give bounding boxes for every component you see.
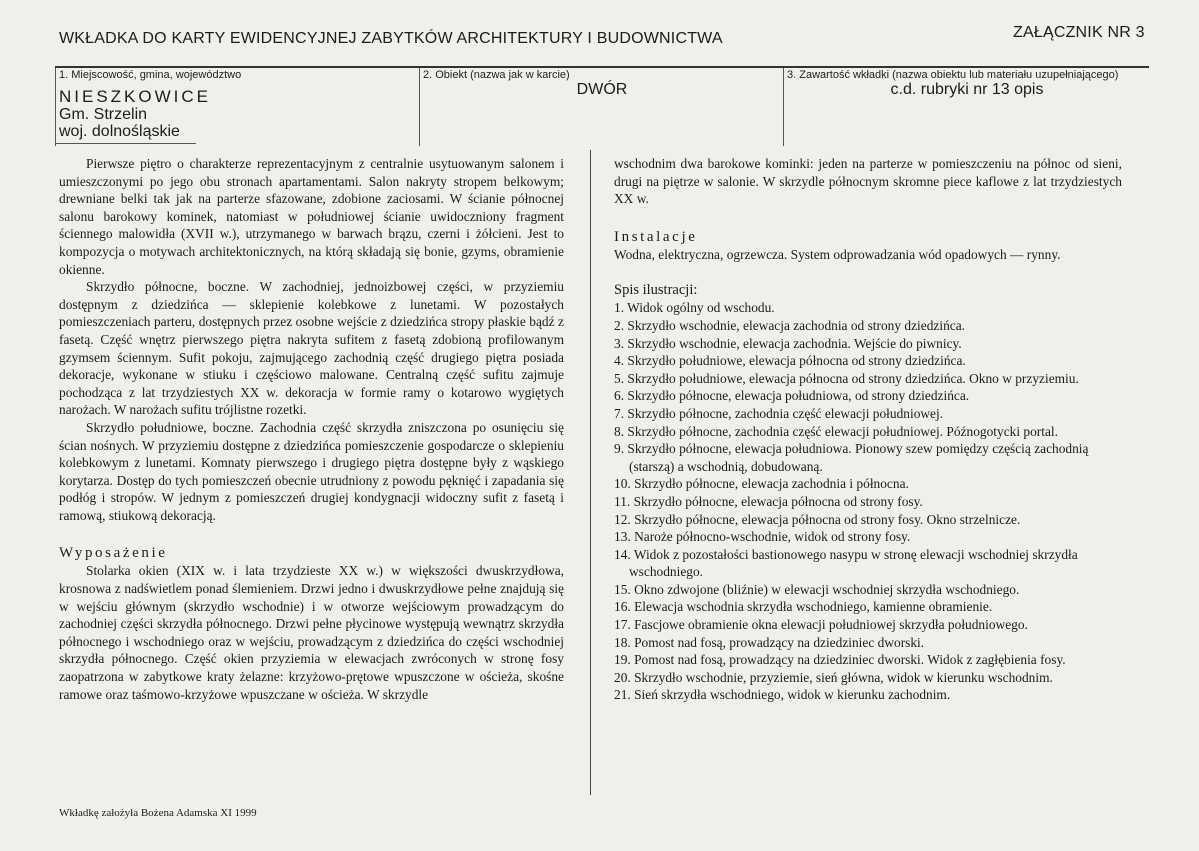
paragraph: Wodna, elektryczna, ogrzewcza. System odprowadzania wód opadowych — rynny. <box>614 246 1061 262</box>
list-item: 9. Skrzydło północne, elewacja południowa. Pionowy szew pomiędzy częścią zachodnią (starszą) a wschodnią, dobudowaną. <box>614 441 1089 474</box>
list-item: 20. Skrzydło wschodnie, przyziemie, sień główna, widok w kierunku wschodnim. <box>614 669 1053 685</box>
list-item: 2. Skrzydło wschodnie, elewacja zachodnia od strony dziedzińca. <box>614 317 966 333</box>
list-item: 3. Skrzydło wschodnie, elewacja zachodnia. Wejście do piwnicy. <box>614 335 962 351</box>
location-field <box>55 68 420 146</box>
paragraph: Pierwsze piętro o charakterze reprezentacyjnym z centralnie usytuowanym salonem i umieszczonymi po jego obu stronach apartamentami. Salon nakryty stropem belkowym; drewniane belki tak jak na parterze sfazowane, zdobione zaciosami. W ścianie północnej salonu barokowy kominek, natomiast w południowej ścianie uwidoczniony fragment ściennego malowidła (XVII w.), utrzymanego w barwach brązu, czerni i żółcieni. Jest to kompozycja o motywach architektonicznych, na którą składają się bonie, gzyms, obramienie okienne. <box>59 156 564 277</box>
object-value: DWÓR <box>576 81 628 98</box>
location-voivodeship: woj. dolnośląskie <box>59 123 180 140</box>
list-item: 6. Skrzydło północne, elewacja południowa, od strony dziedzińca. <box>614 388 970 404</box>
paragraph: wschodnim dwa barokowe kominki: jeden na parterze w pomieszczeniu na północ od sieni, drugi na piętrze w salonie. W skrzydle północnym skromne piece kaflowe z lat trzydziestych XX w. <box>614 156 1122 207</box>
list-item: 12. Skrzydło północne, elewacja północna od strony fosy. Okno strzelnicze. <box>614 511 1021 527</box>
location-commune: Gm. Strzelin <box>59 106 148 123</box>
object-field <box>419 68 784 146</box>
content-label: 3. Zawartość wkładki (nazwa obiektu lub materiału uzupełniającego) <box>787 69 1119 81</box>
list-item: 13. Naroże północno-wschodnie, widok od strony fosy. <box>614 529 911 545</box>
right-column <box>614 155 1122 704</box>
author-note: Wkładkę założyła Bożena Adamska XI 1999 <box>59 807 257 819</box>
list-item: 21. Sień skrzydła wschodniego, widok w kierunku zachodnim. <box>614 687 951 703</box>
paragraph: Skrzydło południowe, boczne. Zachodnia część skrzydła zniszczona po osunięciu się ścian nośnych. W przyziemiu dostępne z dziedzińca pomieszczenie gospodarcze o sklepieniu kolebkowym z lunetami. Komnaty pierwszego i drugiego piętra dostępne były z wąskiego korytarza. Dostęp do tych pomieszczeń obecnie utrudniony z powodu pęknięć i zapadania się podłóg i stropów. W jednym z pomieszczeń drugiej kondygnacji widoczny sufit z fasetą i ramową, stiukową dekoracją. <box>59 419 564 523</box>
list-item: 4. Skrzydło południowe, elewacja północna od strony dziedzińca. <box>614 353 966 369</box>
page-title: WKŁADKA DO KARTY EWIDENCYJNEJ ZABYTKÓW ARCHITEKTURY I BUDOWNICTWA <box>59 30 723 47</box>
list-item: 17. Fascjowe obramienie okna elewacji południowej skrzydła południowego. <box>614 617 1028 633</box>
section-heading-wyposazenie: Wyposażenie <box>59 545 168 562</box>
list-item: 18. Pomost nad fosą, prowadzący na dziedziniec dworski. <box>614 634 925 650</box>
rubric-row <box>55 66 1149 146</box>
location-label: 1. Miejscowość, gmina, województwo <box>59 69 242 81</box>
field-underline <box>56 143 196 144</box>
object-label: 2. Obiekt (nazwa jak w karcie) <box>423 69 570 81</box>
content-field <box>783 68 1150 146</box>
list-item: 14. Widok z pozostałości bastionowego nasypu w stronę elewacji wschodniej skrzydła wschodniego. <box>614 546 1078 580</box>
list-item: 5. Skrzydło południowe, elewacja północna od strony dziedzińca. Okno w przyziemiu. <box>614 370 1079 386</box>
list-item: 1. Widok ogólny od wschodu. <box>614 300 775 316</box>
list-item: 7. Skrzydło północne, zachodnia część elewacji południowej. <box>614 405 944 421</box>
annex-number: ZAŁĄCZNIK NR 3 <box>1013 24 1145 41</box>
list-item: 19. Pomost nad fosą, prowadzący na dziedziniec dworski. Widok z zagłębienia fosy. <box>614 652 1066 668</box>
illustrations-list <box>614 299 1122 704</box>
list-item: 11. Skrzydło północne, elewacja północna od strony fosy. <box>614 493 923 509</box>
illustrations-heading: Spis ilustracji: <box>614 282 698 299</box>
content-value: c.d. rubryki nr 13 opis <box>890 81 1044 98</box>
location-place: NIESZKOWICE <box>59 87 212 106</box>
list-item: 16. Elewacja wschodnia skrzydła wschodniego, kamienne obramienie. <box>614 599 993 615</box>
paragraph: Skrzydło północne, boczne. W zachodniej, jednoizbowej części, w przyziemiu dostępnym z dziedzińca — sklepienie kolebkowe z lunetami. W pozostałych pomieszczeniach parteru, dostępnych przez osobne wejście z dziedzińca stropy płaskie bądź z fasetą. Część wnętrz pierwszego piętra nakryta sufitem z fasetą zdobioną profilowanym gzymsem ściennym. Sufit pokoju, zajmującego zachodnią część drugiego piętra posiada dekoracje, wykonane w stiuku i częściowo malowane. Centralną część sufitu zajmuje pochodząca z lat trzydziestych XX w. dekoracja w formie ramy o kotarowo wygiętych narożach. W narożach sufitu trójlistne rozetki. <box>59 279 564 418</box>
left-column <box>59 155 564 703</box>
section-heading-instalacje: Instalacje <box>614 228 698 245</box>
paragraph: Stolarka okien (XIX w. i lata trzydzieste XX w.) w większości dwuskrzydłowa, krosnowa z nadświetlem ponad ślemieniem. Drzwi jedno i dwuskrzydłowe pełne znajdują się w wejściu głównym (skrzydło wschodnie) i w otworze wejściowym prowadzącym do zachodniej części skrzydła północnego. Drzwi pełne płycinowe występują wewnątrz skrzydła północnego i wschodniego oraz w wejściu, prowadzącym z dziedzińca do części wschodniej skrzydła północnego. Część okien przyziemia w elewacjach zwróconych w stronę fosy zaopatrzona w zabytkowe kraty żelazne: krzyżowo-prętowe wpuszczone w ościeża, skośne ramowe oraz taśmowo-krzyżowe wpuszczane w ościeża. W skrzydle <box>59 563 564 702</box>
list-item: 10. Skrzydło północne, elewacja zachodnia i północna. <box>614 476 909 492</box>
list-item: 15. Okno zdwojone (bliźnie) w elewacji wschodniej skrzydła wschodniego. <box>614 581 1020 597</box>
column-divider <box>590 150 591 795</box>
list-item: 8. Skrzydło północne, zachodnia część elewacji południowej. Późnogotycki portal. <box>614 423 1058 439</box>
